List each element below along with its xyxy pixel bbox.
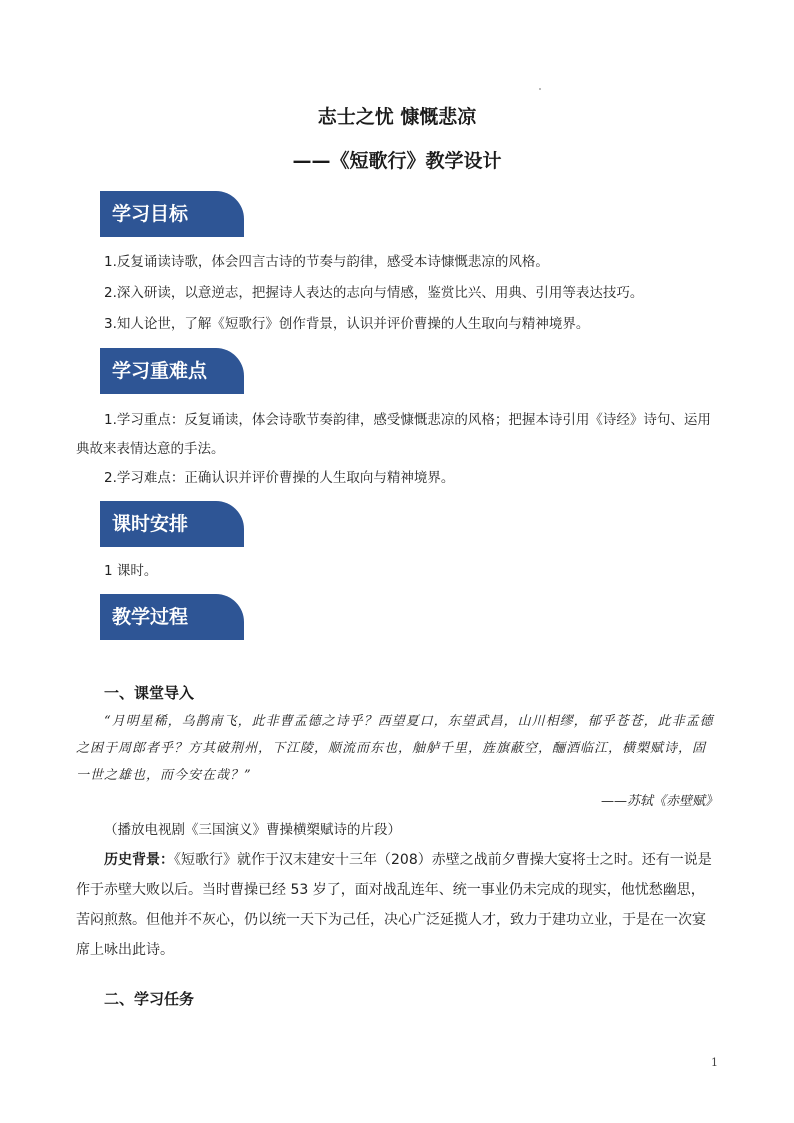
quote-source: ——苏轼《赤壁赋》 bbox=[600, 794, 718, 809]
key-point-item-1: 1.学习重点：反复诵读，体会诗歌节奏韵律，感受慷慨悲凉的风格；把握本诗引用《诗经》诗句、运用典故来表情达意的手法。 bbox=[76, 412, 711, 457]
goal-item-3: 3.知人论世，了解《短歌行》创作背景，认识并评价曹操的人生取向与精神境界。 bbox=[104, 316, 590, 332]
page-number: 1 bbox=[711, 1056, 718, 1069]
history-background-text: 《短歌行》就作于汉末建安十三年（208）赤壁之战前夕曹操大宴将士之时。还有一说是作于赤壁大败以后。当时曹操已经 53 岁了，面对战乱连年、统一事业仍未完成的现实，他忧愁幽思，苦闷煎熬。但他并不灰心，仍以统一天下为己任，决心广泛延揽人才，致力于建功立业，于是在一次宴席上咏出此诗。 bbox=[76, 852, 712, 958]
key-point-item-2: 2.学习难点：正确认识并评价曹操的人生取向与精神境界。 bbox=[104, 470, 455, 486]
section-banner-goals: 学习目标 bbox=[100, 191, 244, 237]
page-title: 志士之忧 慷慨悲凉 bbox=[317, 106, 477, 128]
process-part2-heading: 二、学习任务 bbox=[104, 990, 195, 1008]
intro-quote: “月明星稀，乌鹊南飞，此非曹孟德之诗乎？西望夏口，东望武昌，山川相缪，郁乎苍苍，此非孟德之困于周郎者乎？方其破荆州，下江陵，顺流而东也，舳舻千里，旌旗蔽空，酾酒临江，横槊赋诗，固一世之雄也，而今安在哉？” bbox=[76, 714, 714, 783]
video-note: （播放电视剧《三国演义》曹操横槊赋诗的片段） bbox=[104, 822, 401, 838]
schedule-text: 1 课时。 bbox=[104, 563, 158, 579]
section-banner-key-points: 学习重难点 bbox=[100, 348, 244, 394]
history-background-label: 历史背景： bbox=[104, 852, 174, 868]
section-banner-process: 教学过程 bbox=[100, 594, 244, 640]
scan-dot bbox=[539, 88, 541, 90]
goal-item-1: 1.反复诵读诗歌，体会四言古诗的节奏与韵律，感受本诗慷慨悲凉的风格。 bbox=[104, 254, 549, 270]
history-background bbox=[76, 845, 718, 965]
goal-item-2: 2.深入研读，以意逆志，把握诗人表达的志向与情感，鉴赏比兴、用典、引用等表达技巧。 bbox=[104, 285, 644, 301]
page-subtitle: ——《短歌行》教学设计 bbox=[292, 150, 502, 172]
section-banner-schedule: 课时安排 bbox=[100, 501, 244, 547]
process-part1-heading: 一、课堂导入 bbox=[104, 684, 195, 702]
